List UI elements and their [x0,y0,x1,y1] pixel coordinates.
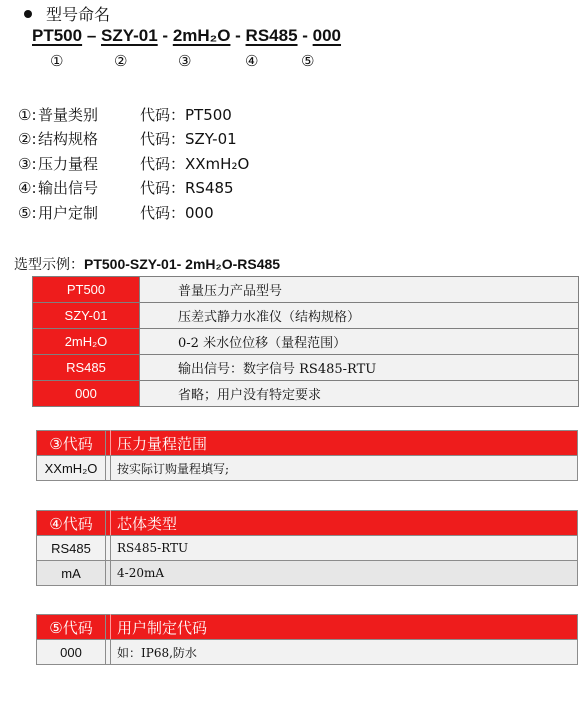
header-desc-cell: 芯体类型 [111,511,578,536]
code-cell: XXmH₂O [37,456,106,481]
model-code [32,26,341,46]
table-row [33,381,579,407]
definition-number: ④: [18,179,37,198]
chip-table [36,510,578,586]
model-sep: - [230,26,246,45]
table-header-row [37,431,578,456]
table-row [37,640,578,665]
code-cell: PT500 [33,277,140,303]
table-row [33,355,579,381]
header-code-cell: ⑤代码 [37,615,106,640]
table-row [37,561,578,586]
header-code-cell: ④代码 [37,511,106,536]
section-heading [24,2,110,25]
definition-name: 用户定制 [38,203,99,222]
circle-number-1: ① [50,52,64,70]
section-title: 型号命名 [46,5,111,24]
desc-cell: 压差式静力水准仪（结构规格） [140,303,579,329]
example-value: PT500-SZY-01- 2mH₂O-RS485 [84,256,281,272]
definition-number: ①: [18,106,37,124]
code-cell: 2mH₂O [33,329,140,355]
definition-name: 结构规格 [38,130,99,149]
definition-item [18,152,249,176]
definition-item [18,201,249,225]
circle-number-5: ⑤ [301,52,315,70]
table-row [37,456,578,481]
code-cell: RS485 [37,536,106,561]
definition-code: 代码：XXmH₂O [140,154,250,173]
desc-cell: 0-2 米水位位移（量程范围） [140,329,579,355]
example-line [14,254,280,274]
code-cell: 000 [33,381,140,407]
circle-number-4: ④ [245,52,259,70]
custom-table [36,614,578,665]
desc-cell: 按实际订购量程填写; [111,456,578,481]
code-cell: 000 [37,640,106,665]
desc-cell: 省略；用户没有特定要求 [140,381,579,407]
code-cell: mA [37,561,106,586]
definition-code: 代码：PT500 [140,106,232,124]
definition-list [18,103,249,225]
definition-number: ⑤: [18,203,37,222]
model-part-5: 000 [312,26,342,45]
model-part-1: PT500 [32,26,83,45]
table-row [33,277,579,303]
header-desc-cell: 压力量程范围 [111,431,578,456]
example-label: 选型示例： [14,257,84,273]
desc-cell: 普量压力产品型号 [140,277,579,303]
code-cell: RS485 [33,355,140,381]
table-header-row [37,615,578,640]
table-row [37,536,578,561]
definition-number: ②: [18,130,37,149]
desc-cell: 如：IP68,防水 [111,640,578,665]
model-sep: – [82,26,101,45]
header-code-cell: ③代码 [37,431,106,456]
circle-number-2: ② [114,52,128,70]
definition-code: 代码：SZY-01 [140,130,237,149]
definition-name: 普量类别 [38,106,99,124]
definition-item [18,127,249,151]
model-part-3: 2mH₂O [172,26,231,45]
desc-cell: 输出信号：数字信号 RS485-RTU [140,355,579,381]
model-part-2: SZY-01 [101,26,158,45]
definition-name: 输出信号 [38,179,99,198]
model-part-4: RS485 [245,26,298,45]
definition-name: 压力量程 [38,154,99,173]
definition-item [18,103,249,127]
definition-number: ③: [18,154,37,173]
model-sep: - [297,26,313,45]
desc-cell: 4-20mA [111,561,578,586]
range-table [36,430,578,481]
header-desc-cell: 用户制定代码 [111,615,578,640]
desc-cell: RS485-RTU [111,536,578,561]
circle-number-3: ③ [178,52,192,70]
definition-code: 代码：000 [140,203,214,222]
table-row [33,329,579,355]
table-header-row [37,511,578,536]
bullet-icon [24,10,32,18]
code-cell: SZY-01 [33,303,140,329]
table-row [33,303,579,329]
model-sep: - [157,26,173,45]
definition-code: 代码：RS485 [140,179,234,198]
definition-item [18,176,249,200]
example-table [32,276,579,407]
